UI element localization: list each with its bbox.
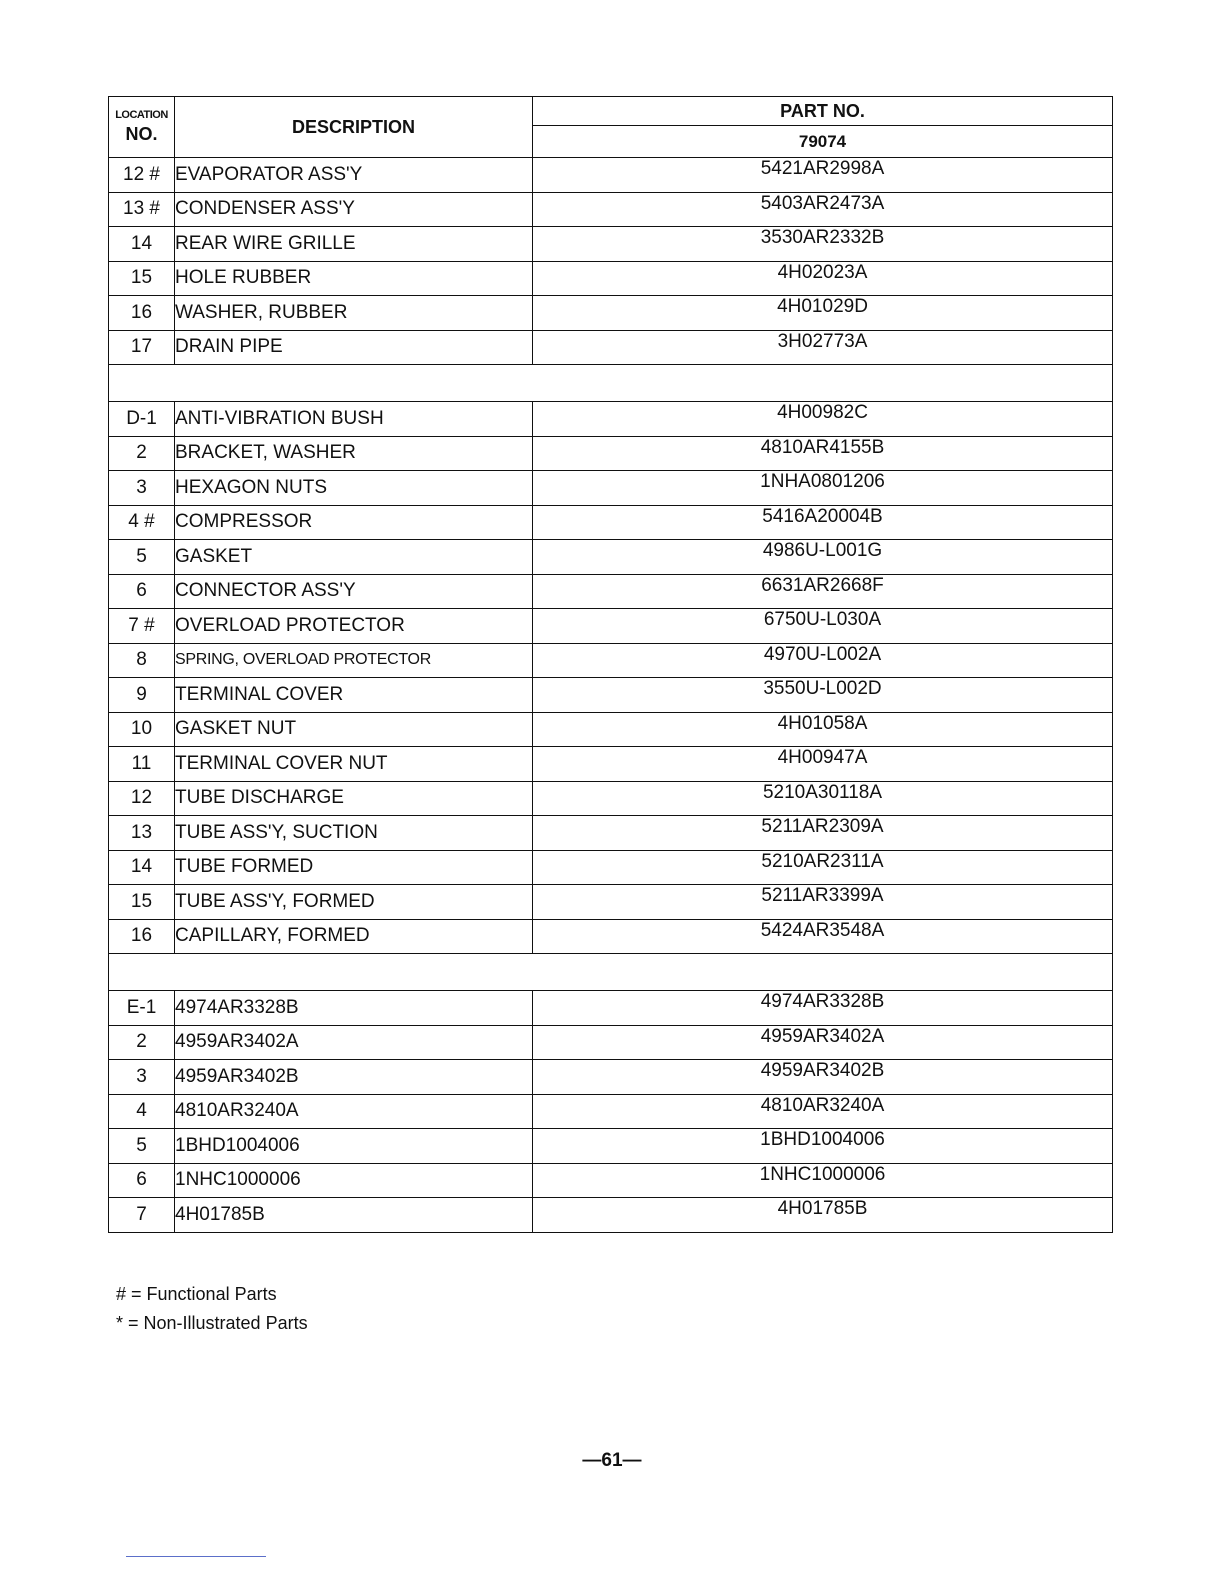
location-cell: 2: [109, 1025, 175, 1060]
table-row: [109, 678, 1113, 713]
location-cell: 7: [109, 1198, 175, 1233]
table-row: [109, 1060, 1113, 1095]
part-number-cell: 5210AR2311A: [533, 850, 1113, 885]
group-separator-row: [109, 365, 1113, 402]
part-number-cell: 4810AR4155B: [533, 436, 1113, 471]
part-number-cell: 4H00982C: [533, 402, 1113, 437]
description-cell: OVERLOAD PROTECTOR: [175, 609, 533, 644]
location-cell: 16: [109, 919, 175, 954]
part-number-cell: 4H01785B: [533, 1198, 1113, 1233]
group-separator-row: [109, 954, 1113, 991]
description-cell: GASKET: [175, 540, 533, 575]
location-cell: 5: [109, 1129, 175, 1164]
part-number-cell: 4970U-L002A: [533, 643, 1113, 678]
location-cell: 10: [109, 712, 175, 747]
part-number-cell: 5211AR2309A: [533, 816, 1113, 851]
location-header-no: NO.: [125, 124, 158, 145]
part-number-cell: 5416A20004B: [533, 505, 1113, 540]
table-row: [109, 1163, 1113, 1198]
table-row: [109, 436, 1113, 471]
description-cell: 1BHD1004006: [175, 1129, 533, 1164]
location-cell: 6: [109, 574, 175, 609]
group-separator-cell: [109, 954, 1113, 991]
parts-list-sheet: [108, 96, 1112, 1233]
table-row: [109, 402, 1113, 437]
location-header-label: LOCATION: [115, 109, 168, 122]
part-number-cell: 4H01058A: [533, 712, 1113, 747]
description-cell: SPRING, OVERLOAD PROTECTOR: [175, 643, 533, 678]
table-row: [109, 885, 1113, 920]
parts-table: [108, 96, 1113, 1233]
description-cell: WASHER, RUBBER: [175, 296, 533, 331]
table-row: [109, 919, 1113, 954]
legend-functional-parts: # = Functional Parts: [116, 1284, 277, 1304]
table-row: [109, 296, 1113, 331]
part-number-cell: 1NHC1000006: [533, 1163, 1113, 1198]
location-cell: 17: [109, 330, 175, 365]
description-cell: TERMINAL COVER NUT: [175, 747, 533, 782]
description-cell: GASKET NUT: [175, 712, 533, 747]
location-cell: E-1: [109, 991, 175, 1026]
part-number-cell: 5421AR2998A: [533, 158, 1113, 193]
table-row: [109, 609, 1113, 644]
table-row: [109, 505, 1113, 540]
part-number-cell: 4810AR3240A: [533, 1094, 1113, 1129]
description-cell: TUBE ASS'Y, SUCTION: [175, 816, 533, 851]
location-cell: 3: [109, 1060, 175, 1095]
location-cell: 12: [109, 781, 175, 816]
location-cell: 11: [109, 747, 175, 782]
location-cell: 12 #: [109, 158, 175, 193]
part-number-cell: 4959AR3402A: [533, 1025, 1113, 1060]
part-number-cell: 4974AR3328B: [533, 991, 1113, 1026]
table-row: [109, 991, 1113, 1026]
part-number-cell: 6750U-L030A: [533, 609, 1113, 644]
parts-table-header: [109, 97, 1113, 158]
description-cell: ANTI-VIBRATION BUSH: [175, 402, 533, 437]
part-number-cell: 4986U-L001G: [533, 540, 1113, 575]
table-row: [109, 747, 1113, 782]
location-cell: 2: [109, 436, 175, 471]
description-cell: HOLE RUBBER: [175, 261, 533, 296]
location-cell: 6: [109, 1163, 175, 1198]
part-number-cell: 6631AR2668F: [533, 574, 1113, 609]
description-cell: TUBE DISCHARGE: [175, 781, 533, 816]
location-cell: 4 #: [109, 505, 175, 540]
part-number-cell: 5424AR3548A: [533, 919, 1113, 954]
part-number-cell: 3530AR2332B: [533, 227, 1113, 262]
description-cell: CONNECTOR ASS'Y: [175, 574, 533, 609]
location-cell: 3: [109, 471, 175, 506]
table-row: [109, 158, 1113, 193]
description-cell: CONDENSER ASS'Y: [175, 192, 533, 227]
description-cell: TUBE FORMED: [175, 850, 533, 885]
description-cell: REAR WIRE GRILLE: [175, 227, 533, 262]
part-number-cell: 4H02023A: [533, 261, 1113, 296]
group-separator-cell: [109, 365, 1113, 402]
legend-non-illustrated-parts: * = Non-Illustrated Parts: [116, 1313, 308, 1333]
table-row: [109, 540, 1113, 575]
page-number: —61—: [582, 1450, 642, 1471]
parts-table-body: [109, 158, 1113, 1233]
location-cell: 13: [109, 816, 175, 851]
description-cell: EVAPORATOR ASS'Y: [175, 158, 533, 193]
table-row: [109, 816, 1113, 851]
part-number-cell: 5403AR2473A: [533, 192, 1113, 227]
footer-rule: [126, 1556, 266, 1557]
part-number-cell: 5210A30118A: [533, 781, 1113, 816]
description-cell: TUBE ASS'Y, FORMED: [175, 885, 533, 920]
table-row: [109, 330, 1113, 365]
location-cell: 8: [109, 643, 175, 678]
location-cell: 16: [109, 296, 175, 331]
description-cell: 1NHC1000006: [175, 1163, 533, 1198]
table-row: [109, 192, 1113, 227]
description-cell: 4H01785B: [175, 1198, 533, 1233]
table-row: [109, 574, 1113, 609]
part-number-cell: 3H02773A: [533, 330, 1113, 365]
location-cell: 5: [109, 540, 175, 575]
part-number-cell: 5211AR3399A: [533, 885, 1113, 920]
part-number-cell: 3550U-L002D: [533, 678, 1113, 713]
description-cell: COMPRESSOR: [175, 505, 533, 540]
table-row: [109, 1094, 1113, 1129]
table-row: [109, 781, 1113, 816]
description-cell: BRACKET, WASHER: [175, 436, 533, 471]
location-cell: 15: [109, 885, 175, 920]
description-cell: CAPILLARY, FORMED: [175, 919, 533, 954]
location-cell: 14: [109, 850, 175, 885]
description-header: DESCRIPTION: [175, 97, 533, 158]
description-cell: 4959AR3402B: [175, 1060, 533, 1095]
description-cell: 4959AR3402A: [175, 1025, 533, 1060]
table-row: [109, 1025, 1113, 1060]
description-cell: 4974AR3328B: [175, 991, 533, 1026]
location-cell: 14: [109, 227, 175, 262]
location-cell: 13 #: [109, 192, 175, 227]
part-number-cell: 4959AR3402B: [533, 1060, 1113, 1095]
description-cell: DRAIN PIPE: [175, 330, 533, 365]
part-number-cell: 4H01029D: [533, 296, 1113, 331]
description-cell: HEXAGON NUTS: [175, 471, 533, 506]
table-row: [109, 471, 1113, 506]
table-row: [109, 1198, 1113, 1233]
part-number-cell: 4H00947A: [533, 747, 1113, 782]
model-number-header: 79074: [533, 126, 1113, 158]
part-number-cell: 1BHD1004006: [533, 1129, 1113, 1164]
table-row: [109, 1129, 1113, 1164]
description-cell: TERMINAL COVER: [175, 678, 533, 713]
location-cell: D-1: [109, 402, 175, 437]
location-cell: 7 #: [109, 609, 175, 644]
location-cell: 15: [109, 261, 175, 296]
location-cell: 9: [109, 678, 175, 713]
location-cell: 4: [109, 1094, 175, 1129]
table-row: [109, 712, 1113, 747]
part-no-header: PART NO.: [533, 97, 1113, 126]
table-row: [109, 261, 1113, 296]
table-row: [109, 643, 1113, 678]
table-row: [109, 850, 1113, 885]
table-row: [109, 227, 1113, 262]
part-number-cell: 1NHA0801206: [533, 471, 1113, 506]
location-header: [109, 97, 175, 158]
description-cell: 4810AR3240A: [175, 1094, 533, 1129]
